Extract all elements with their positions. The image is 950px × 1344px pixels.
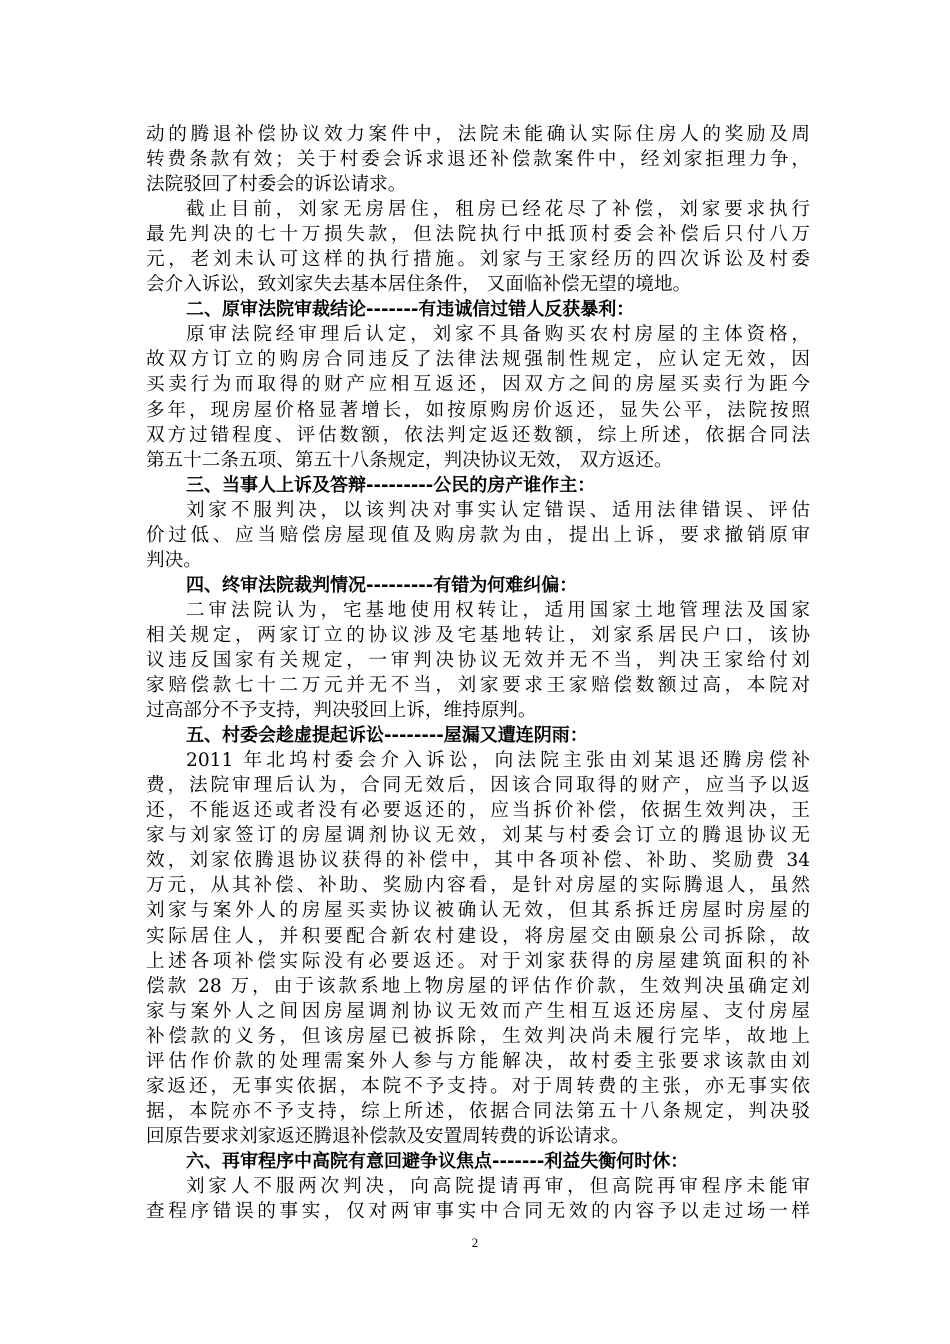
text-line: 动的腾退补偿协议效力案件中，法院未能确认实际住房人的奖励及周 <box>146 124 810 145</box>
text-line: 二审法院认为，宅基地使用权转让，适用国家土地管理法及国家 <box>186 599 810 621</box>
text-line: 多年，现房屋价格显著增长，如按原购房价返还，显失公平，法院按照 <box>146 399 810 421</box>
text-line: 法院驳回了村委会的诉讼请求。 <box>146 174 407 196</box>
text-line: 刘家不服判决，以该判决对事实认定错误、适用法律错误、评估 <box>186 499 810 521</box>
text-line: 补偿款的义务，但该房屋已被拆除，生效判决尚未履行完毕，故地上 <box>146 1025 810 1047</box>
text-line: 家与刘家签订的房屋调剂协议无效，刘某与村委会订立的腾退协议无 <box>146 825 810 847</box>
section-heading: 四、终审法院裁判情况---------有错为何难纠偏： <box>186 574 578 596</box>
text-line: 会介入诉讼，致刘家失去基本居住条件， 又面临补偿无望的境地。 <box>146 274 692 296</box>
text-line: 家赔偿款七十二万元并无不当，刘家要求王家赔偿数额过高，本院对 <box>146 675 810 697</box>
text-line: 上述各项补偿实际没有必要返还。对于刘家获得的房屋建筑面积的补 <box>146 950 810 972</box>
text-line: 据，本院亦不予支持，综上所述，依据合同法第五十八条规定，判决驳 <box>146 1100 810 1122</box>
text-line: 议违反国家有关规定，一审判决协议无效并无不当，判决王家给付刘 <box>146 649 810 671</box>
text-line: 刘家与案外人的房屋买卖协议被确认无效，但其系拆迁房屋时房屋的 <box>146 900 810 922</box>
section-heading: 三、当事人上诉及答辩---------公民的房产谁作主： <box>186 474 596 496</box>
section-heading: 六、再审程序中高院有意回避争议焦点-------利益失衡何时休： <box>186 1150 689 1172</box>
text-line: 效，刘家依腾退协议获得的补偿中，其中各项补偿、补助、奖励费 34 <box>146 850 810 872</box>
text-line: 最先判决的七十万损失款，但法院执行中抵顶村委会补偿后只付八万 <box>146 224 810 246</box>
text-line: 回原告要求刘家返还腾退补偿款及安置周转费的诉讼请求。 <box>146 1125 630 1147</box>
text-line: 查程序错误的事实，仅对两审事实中合同无效的内容予以走过场一样 <box>146 1201 810 1223</box>
text-line: 价过低、应当赔偿房屋现值及购房款为由，提出上诉，要求撤销原审 <box>146 524 810 546</box>
text-line: 判决。 <box>146 549 202 571</box>
text-line: 转费条款有效；关于村委会诉求退还补偿款案件中，经刘家拒理力争， <box>146 149 810 171</box>
text-line: 实际居住人，并积要配合新农村建设，将房屋交由颐泉公司拆除，故 <box>146 925 810 947</box>
text-line: 偿款 28 万，由于该款系地上物房屋的评估作价款，生效判决虽确定刘 <box>146 975 810 997</box>
text-line: 故双方订立的购房合同违反了法律法规强制性规定，应认定无效，因 <box>146 349 810 371</box>
text-line: 费，法院审理后认为，合同无效后，因该合同取得的财产，应当予以返 <box>146 775 810 797</box>
text-line: 相关规定，两家订立的协议涉及宅基地转让，刘家系居民户口，该协 <box>146 624 810 646</box>
section-heading: 二、原审法院审裁结论-------有违诚信过错人反获暴利： <box>186 299 635 321</box>
text-line: 家与案外人之间因房屋调剂协议无效而产生相互返还房屋、支付房屋 <box>146 1000 810 1022</box>
text-line: 原审法院经审理后认定，刘家不具备购买农村房屋的主体资格， <box>186 324 810 346</box>
page-number: 2 <box>471 1235 479 1250</box>
text-line: 元，老刘未认可这样的执行措施。刘家与王家经历的四次诉讼及村委 <box>146 249 810 271</box>
text-line: 2011 年北坞村委会介入诉讼，向法院主张由刘某退还腾房偿补 <box>186 750 810 772</box>
text-line: 万元，从其补偿、补助、奖励内容看，是针对房屋的实际腾退人，虽然 <box>146 875 810 897</box>
text-line: 截止目前，刘家无房居住，租房已经花尽了补偿，刘家要求执行 <box>186 199 810 221</box>
text-line: 过高部分不予支持，判决驳回上诉，维持原判。 <box>146 700 537 722</box>
text-line: 双方过错程度、评估数额，依法判定返还数额，综上所述，依据合同法 <box>146 424 810 446</box>
text-line: 还，不能返还或者没有必要返还的，应当拆价补偿，依据生效判决，王 <box>146 800 810 822</box>
section-heading: 五、村委会趁虚提起诉讼--------屋漏又遭连阴雨： <box>186 725 588 747</box>
text-line: 家返还，无事实依据，本院不予支持。对于周转费的主张，亦无事实依 <box>146 1075 810 1097</box>
text-line: 刘家人不服两次判决，向高院提请再审，但高院再审程序未能审 <box>186 1175 810 1197</box>
document-page <box>146 122 810 1224</box>
text-line: 评估作价款的处理需案外人参与方能解决，故村委主张要求该款由刘 <box>146 1050 810 1072</box>
text-line: 买卖行为而取得的财产应相互返还，因双方之间的房屋买卖行为距今 <box>146 374 810 396</box>
text-line: 第五十二条五项、第五十八条规定，判决协议无效， 双方返还。 <box>146 449 673 471</box>
